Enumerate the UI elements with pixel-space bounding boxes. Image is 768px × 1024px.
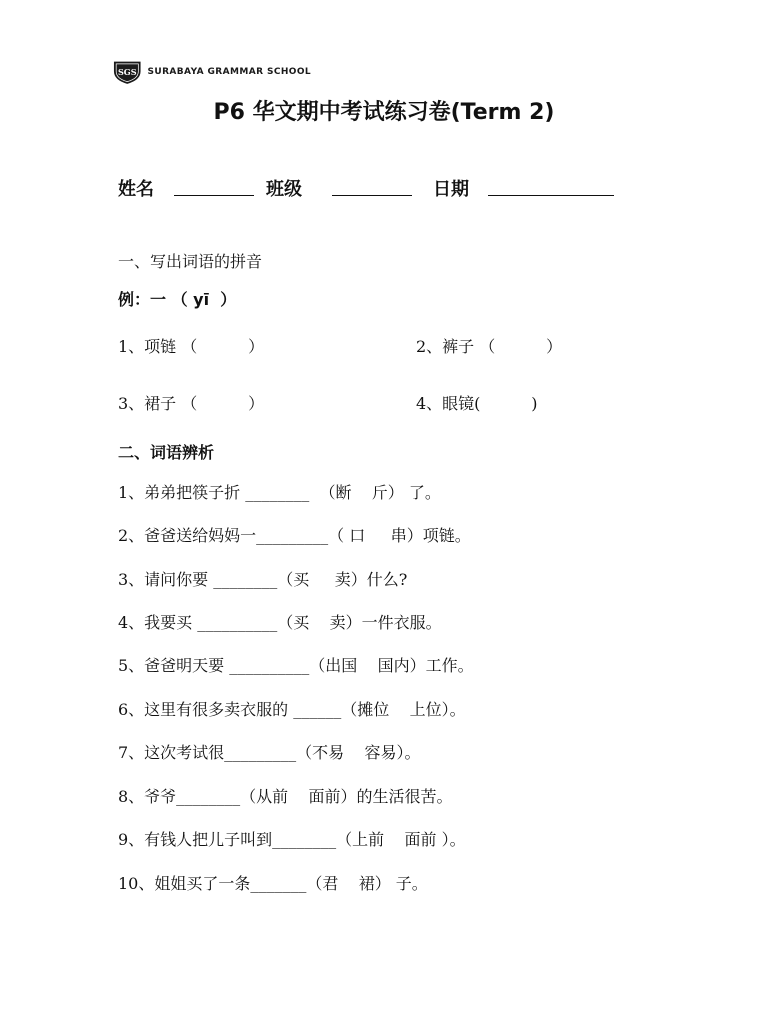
pinyin-item: 1、项链 （ ） <box>118 337 265 356</box>
class-label: 班级 <box>266 179 302 200</box>
question-item: 1、弟弟把筷子折 ________ （断 斤） 了。 <box>118 483 441 502</box>
date-blank[interactable] <box>488 195 614 196</box>
pinyin-item: 3、裙子 （ ） <box>118 394 265 413</box>
class-blank[interactable] <box>332 195 412 196</box>
name-label: 姓名 <box>118 179 154 200</box>
section1-example: 例：一 （ yī ） <box>118 290 237 309</box>
school-logo <box>111 55 311 89</box>
question-item: 7、这次考试很_________（不易 容易）。 <box>118 743 421 762</box>
name-blank[interactable] <box>174 195 254 196</box>
school-crest-icon <box>111 55 144 89</box>
question-item: 2、爸爸送给妈妈一_________（ 口 串）项链。 <box>118 526 471 545</box>
question-item: 3、请问你要 ________（买 卖）什么? <box>118 570 408 589</box>
question-item: 10、姐姐买了一条_______（君 裙） 子。 <box>118 874 428 893</box>
question-item: 6、这里有很多卖衣服的 ______（摊位 上位）。 <box>118 700 466 719</box>
pinyin-item: 2、裤子 （ ） <box>416 337 563 356</box>
logo-letters: SGS <box>117 66 137 77</box>
question-item: 8、爷爷________（从前 面前）的生活很苦。 <box>118 787 453 806</box>
question-item: 9、有钱人把儿子叫到________（上前 面前 ）。 <box>118 830 466 849</box>
section2-heading: 二、词语辨析 <box>118 443 215 462</box>
section1-heading: 一、写出词语的拼音 <box>118 252 263 271</box>
date-label: 日期 <box>433 179 469 200</box>
school-name: SURABAYA GRAMMAR SCHOOL <box>147 67 311 77</box>
question-item: 5、爸爸明天要 __________（出国 国内）工作。 <box>118 656 474 675</box>
question-item: 4、我要买 __________（买 卖）一件衣服。 <box>118 613 442 632</box>
page-title: P6 华文期中考试练习卷(Term 2) <box>213 100 555 125</box>
pinyin-item: 4、眼镜( ) <box>416 394 538 413</box>
